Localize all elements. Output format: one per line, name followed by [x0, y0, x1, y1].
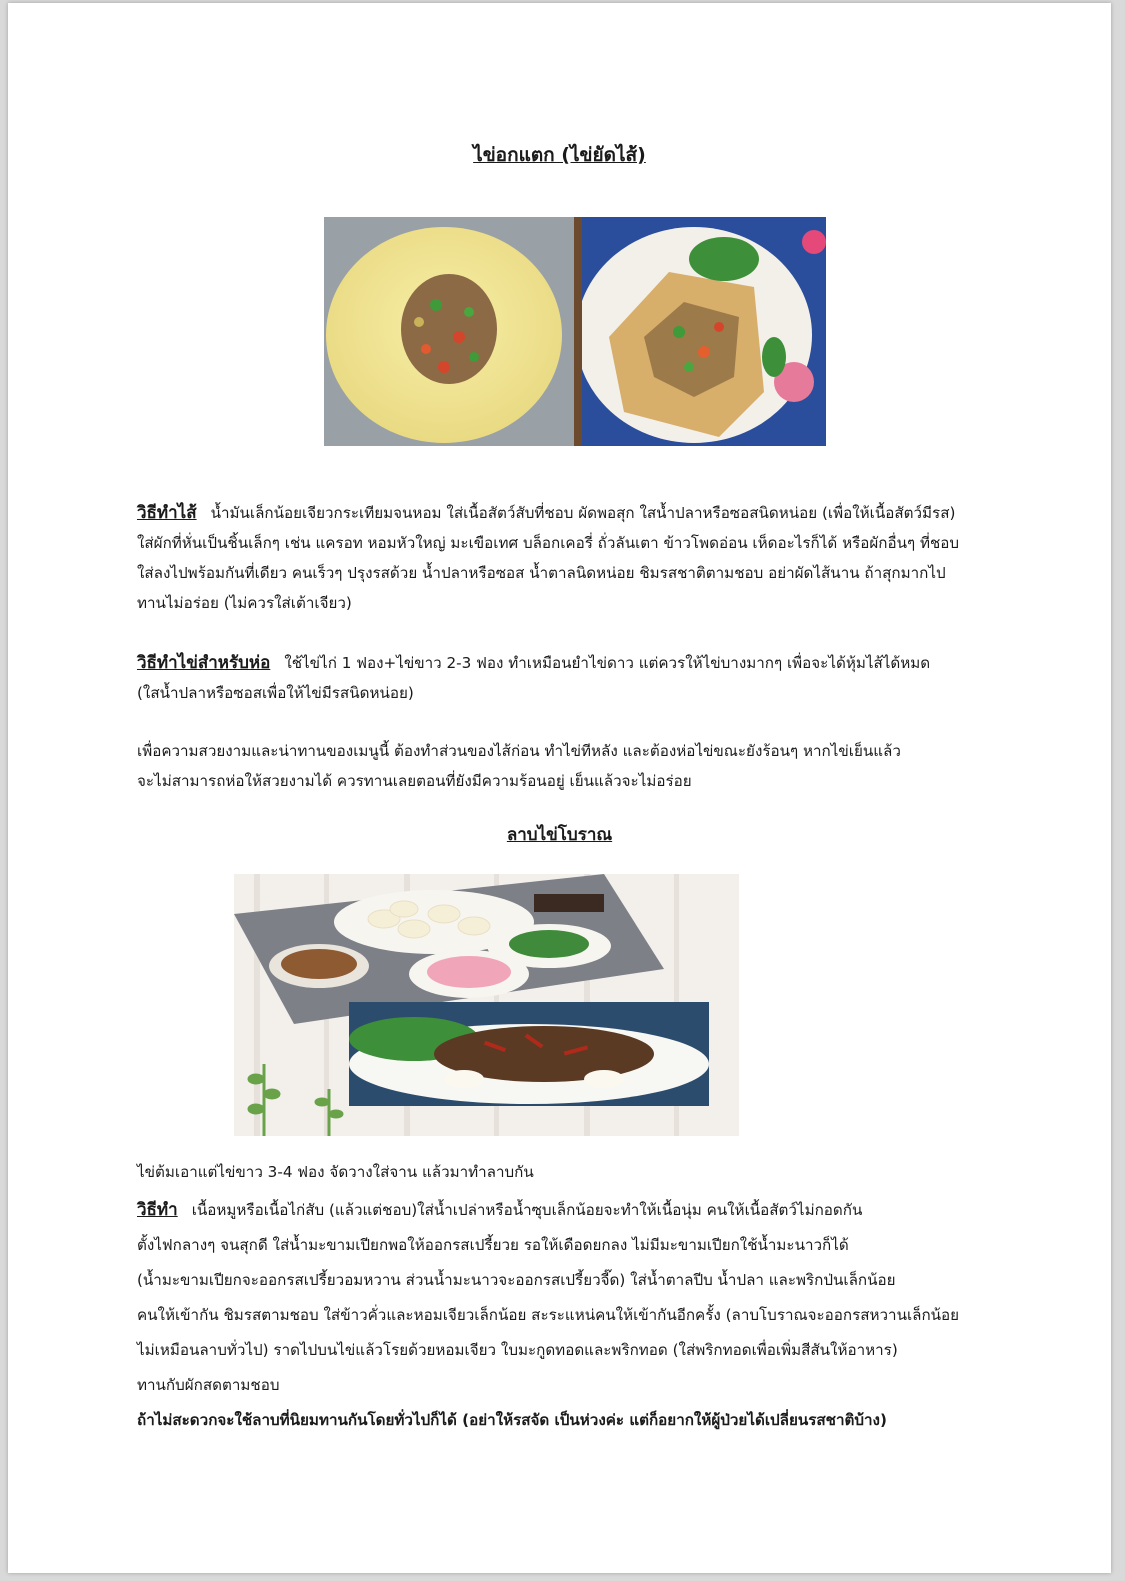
larb-line-4: คนให้เข้ากัน ชิมรสตามชอบ ใส่ข้าวคั่วและหอมเจียวเล็กน้อย สะระแหน่คนให้เข้ากันอีกครั้ง (ลาบโบราณจะออกรสหวานเล็กน้อย: [137, 1306, 960, 1324]
larb-closing-note: ถ้าไม่สะดวกจะใช้ลาบที่นิยมทานกันโดยทั่วไปก็ได้ (อย่าให้รสจัด เป็นห่วงค่ะ แต่ก็อยากให้ผู้ป่วยได้เปลี่ยนรสชาติบ้าง): [137, 1411, 887, 1429]
serving-tip-line-1: เพื่อความสวยงามและน่าทานของเมนูนี้ ต้องทำส่วนของไส้ก่อน ทำไข่ทีหลัง และต้องห่อไข่ขณะยังร้อนๆ หากไข่เย็นแล้ว: [137, 742, 901, 760]
larb-method-heading: วิธีทำ: [137, 1200, 178, 1220]
larb-line-2: ตั้งไฟกลางๆ จนสุกดี ใส่น้ำมะขามเปียกพอให้ออกรสเปรี้ยวย รอให้เดือดยกลง ไม่มีมะขามเปียกใช้น้ำมะนาวก็ได้: [137, 1236, 849, 1254]
document-page: [8, 3, 1111, 1573]
larb-egg-photo: [234, 874, 739, 1136]
larb-line-6: ทานกับผักสดตามชอบ: [137, 1376, 280, 1394]
egg-wrap-line-2: (ใสน้ำปลาหรือซอสเพื่อให้ไข่มีรสนิดหน่อย): [137, 684, 414, 702]
larb-line-5: ไม่เหมือนลาบทั่วไป) ราดไปบนไข่แล้วโรยด้วยหอมเจียว ใบมะกูดทอดและพริกทอด (ใส่พริกทอดเพื่อเพิ่มสีสันให้อาหาร): [137, 1341, 898, 1359]
recipe-title-larb-egg: ลาบไข่โบราณ: [506, 825, 613, 845]
filling-method-heading: วิธีทำไส้: [137, 503, 197, 523]
larb-line-1: เนื้อหมูหรือเนื้อไก่สับ (แล้วแต่ชอบ)ใส่น้ำเปล่าหรือน้ำซุบเล็กน้อยจะทำให้เนื้อนุ่ม คนให้เนื้อสัตว์ไม่กอดกัน: [191, 1201, 863, 1219]
serving-tip-line-2: จะไม่สามารถห่อให้สวยงามได้ ควรทานเลยตอนที่ยังมีความร้อนอยู่ เย็นแล้วจะไม่อร่อย: [137, 772, 692, 790]
larb-intro-line: ไข่ต้มเอาแต่ไข่ขาว 3-4 ฟอง จัดวางใส่จาน แล้วมาทำลาบกัน: [137, 1163, 534, 1181]
filling-line-1: น้ำมันเล็กน้อยเจียวกระเทียมจนหอม ใส่เนื้อสัตว์สับที่ชอบ ผัดพอสุก ใสน้ำปลาหรือซอสนิดหน่อย (เพื่อให้เนื้อสัตว์มีรส): [210, 504, 956, 522]
stuffed-egg-photo: [324, 217, 826, 446]
larb-intro-paragraph: [137, 1157, 927, 1187]
filling-line-4: ทานไม่อร่อย (ไม่ควรใส่เต้าเจียว): [137, 594, 352, 612]
filling-method-paragraph: [137, 498, 960, 618]
egg-wrap-method-heading: วิธีทำไข่สำหรับห่อ: [137, 653, 271, 673]
egg-wrap-method-paragraph: [137, 648, 931, 708]
recipe-title-stuffed-egg: ไข่อกแตก (ไข่ยัดไส้): [473, 144, 646, 166]
larb-method-paragraph: [137, 1193, 960, 1438]
egg-wrap-line-1: ใช้ไข่ไก่ 1 ฟอง+ไข่ขาว 2-3 ฟอง ทำเหมือนยำไข่ดาว แต่ควรให้ไข่บางมากๆ เพื่อจะได้หุ้มไส้ได้หมด: [284, 654, 931, 672]
filling-line-2: ใส่ผักที่หั่นเป็นชิ้นเล็กๆ เช่น แครอท หอมหัวใหญ่ มะเขือเทศ บล็อกเคอรี่ ถั่วลันเตา ข้าวโพดอ่อน เห็ดอะไรก็ได้ หรือผักอื่นๆ ที่ชอบ: [137, 534, 960, 552]
serving-tip-paragraph: [137, 736, 927, 796]
filling-line-3: ใส่ลงไปพร้อมกันที่เดียว คนเร็วๆ ปรุงรสด้วย น้ำปลาหรือซอส น้ำตาลนิดหน่อย ชิมรสชาติตามชอบ อย่าผัดไส้นาน ถ้าสุกมากไป: [137, 564, 946, 582]
larb-line-3: (น้ำมะขามเปียกจะออกรสเปรี้ยวอมหวาน ส่วนน้ำมะนาวจะออกรสเปรี้ยวจี๊ด) ใส่น้ำตาลปีบ น้ำปลา และพริกป่นเล็กน้อย: [137, 1271, 896, 1289]
